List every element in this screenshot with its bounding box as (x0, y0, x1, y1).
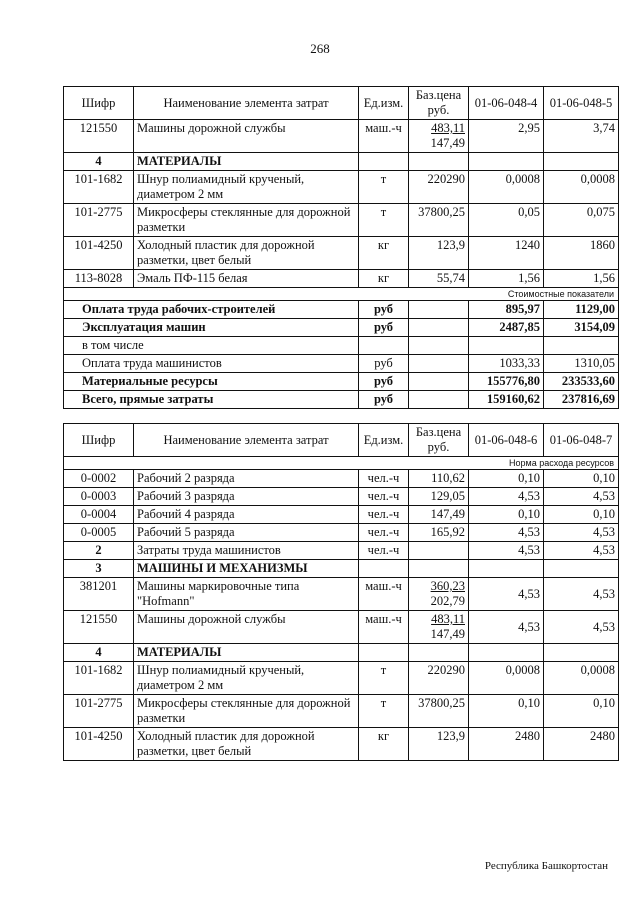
row-name: Шнур полиамидный крученый, диаметром 2 мм (134, 171, 359, 204)
row-name: Холодный пластик для дорожной разметки, цвет белый (134, 728, 359, 761)
row-name: Рабочий 5 разряда (134, 524, 359, 542)
row-unit: т (359, 171, 409, 204)
row-value-b: 0,10 (544, 470, 619, 488)
summary-unit: руб (359, 391, 409, 409)
table-row (64, 728, 619, 761)
header-name: Наименование элемента затрат (134, 87, 359, 120)
group-title: МАШИНЫ И МЕХАНИЗМЫ (134, 560, 359, 578)
summary-unit: руб (359, 355, 409, 373)
row-code: 0-0002 (64, 470, 134, 488)
summary-value-b: 237816,69 (544, 391, 619, 409)
row-code: 101-1682 (64, 171, 134, 204)
summary-value-a: 895,97 (469, 301, 544, 319)
header-col-b: 01-06-048-5 (544, 87, 619, 120)
header-code: Шифр (64, 87, 134, 120)
row-unit: чел.-ч (359, 542, 409, 560)
price-main: 483,11 (431, 121, 465, 135)
summary-name: Всего, прямые затраты (64, 391, 359, 409)
row-name: Рабочий 3 разряда (134, 488, 359, 506)
table-row (64, 470, 619, 488)
group-title: МАТЕРИАЛЫ (134, 644, 359, 662)
summary-row (64, 301, 619, 319)
row-value-b: 0,10 (544, 695, 619, 728)
row-unit: кг (359, 728, 409, 761)
summary-value-a: 1033,33 (469, 355, 544, 373)
summary-row (64, 319, 619, 337)
summary-value-a: 2487,85 (469, 319, 544, 337)
summary-row (64, 337, 619, 355)
estimate-table-1 (63, 86, 619, 409)
group-number: 4 (64, 644, 134, 662)
row-name: Рабочий 2 разряда (134, 470, 359, 488)
row-value-b: 3,74 (544, 120, 619, 153)
row-unit: кг (359, 237, 409, 270)
estimate-table-2 (63, 423, 619, 761)
row-unit: т (359, 662, 409, 695)
table-header-row (64, 424, 619, 457)
row-price: 37800,25 (409, 204, 469, 237)
header-name: Наименование элемента затрат (134, 424, 359, 457)
page-number: 268 (310, 41, 330, 56)
summary-name: Эксплуатация машин (64, 319, 359, 337)
table-row (64, 120, 619, 153)
table-row (64, 171, 619, 204)
table-row (64, 237, 619, 270)
row-value-a: 2480 (469, 728, 544, 761)
row-value-b: 1860 (544, 237, 619, 270)
row-value-a: 4,53 (469, 488, 544, 506)
summary-value-b: 3154,09 (544, 319, 619, 337)
row-name: Эмаль ПФ-115 белая (134, 270, 359, 288)
row-name: Холодный пластик для дорожной разметки, цвет белый (134, 237, 359, 270)
row-code: 0-0005 (64, 524, 134, 542)
row-name: Микросферы стеклянные для дорожной разметки (134, 204, 359, 237)
summary-value-a: 155776,80 (469, 373, 544, 391)
row-price: 165,92 (409, 524, 469, 542)
header-price: Баз.цена руб. (409, 424, 469, 457)
row-name: Микросферы стеклянные для дорожной разметки (134, 695, 359, 728)
table-row (64, 611, 619, 644)
row-value-a: 0,10 (469, 506, 544, 524)
summary-label: Стоимостные показатели (64, 288, 619, 301)
row-price: 123,9 (409, 728, 469, 761)
norm-label-row (64, 457, 619, 470)
row-unit: чел.-ч (359, 488, 409, 506)
table-header-row (64, 87, 619, 120)
row-code: 2 (64, 542, 134, 560)
row-value-a: 4,53 (469, 524, 544, 542)
table-row (64, 662, 619, 695)
row-price (409, 578, 469, 611)
table-row (64, 488, 619, 506)
row-price: 55,74 (409, 270, 469, 288)
row-name: Шнур полиамидный крученый, диаметром 2 мм (134, 662, 359, 695)
summary-name: Материальные ресурсы (64, 373, 359, 391)
row-value-b: 4,53 (544, 542, 619, 560)
row-price: 123,9 (409, 237, 469, 270)
row-price: 220290 (409, 171, 469, 204)
summary-row (64, 355, 619, 373)
row-code: 0-0003 (64, 488, 134, 506)
row-price: 147,49 (409, 506, 469, 524)
header-col-b: 01-06-048-7 (544, 424, 619, 457)
row-value-b: 4,53 (544, 524, 619, 542)
header-code: Шифр (64, 424, 134, 457)
row-unit: чел.-ч (359, 506, 409, 524)
summary-name: в том числе (64, 337, 359, 355)
row-code: 101-2775 (64, 695, 134, 728)
footer-region: Республика Башкортостан (484, 860, 608, 872)
row-unit: чел.-ч (359, 524, 409, 542)
row-value-b: 0,0008 (544, 662, 619, 695)
row-value-a: 0,10 (469, 695, 544, 728)
row-value-b: 4,53 (544, 488, 619, 506)
row-value-b: 2480 (544, 728, 619, 761)
row-unit: маш.-ч (359, 578, 409, 611)
row-unit: маш.-ч (359, 120, 409, 153)
price-operator: 147,49 (430, 136, 465, 150)
summary-label-row (64, 288, 619, 301)
row-value-b: 0,0008 (544, 171, 619, 204)
row-unit: т (359, 695, 409, 728)
row-price: 110,62 (409, 470, 469, 488)
row-value-a: 0,05 (469, 204, 544, 237)
table-row (64, 204, 619, 237)
row-unit: маш.-ч (359, 611, 409, 644)
row-value-b: 4,53 (544, 578, 619, 611)
group-number: 3 (64, 560, 134, 578)
summary-row (64, 391, 619, 409)
row-code: 101-4250 (64, 237, 134, 270)
header-unit: Ед.изм. (359, 87, 409, 120)
row-code: 121550 (64, 120, 134, 153)
group-row (64, 644, 619, 662)
table-row (64, 270, 619, 288)
row-code: 121550 (64, 611, 134, 644)
table-row (64, 695, 619, 728)
table-row (64, 524, 619, 542)
row-value-a: 4,53 (469, 542, 544, 560)
row-name: Машины дорожной службы (134, 120, 359, 153)
row-name: Затраты труда машинистов (134, 542, 359, 560)
row-price (409, 611, 469, 644)
price-main: 360,23 (430, 579, 465, 593)
header-unit: Ед.изм. (359, 424, 409, 457)
row-value-a: 4,53 (469, 578, 544, 611)
row-unit: т (359, 204, 409, 237)
row-value-a: 4,53 (469, 611, 544, 644)
row-unit: кг (359, 270, 409, 288)
group-number: 4 (64, 153, 134, 171)
price-operator: 202,79 (430, 594, 465, 608)
row-name: Машины дорожной службы (134, 611, 359, 644)
row-value-b: 1,56 (544, 270, 619, 288)
row-code: 0-0004 (64, 506, 134, 524)
summary-value-b: 1310,05 (544, 355, 619, 373)
summary-name: Оплата труда рабочих-строителей (64, 301, 359, 319)
row-unit: чел.-ч (359, 470, 409, 488)
row-value-a: 2,95 (469, 120, 544, 153)
summary-value-b: 233533,60 (544, 373, 619, 391)
price-operator: 147,49 (430, 627, 465, 641)
header-col-a: 01-06-048-6 (469, 424, 544, 457)
group-row (64, 560, 619, 578)
row-value-a: 0,0008 (469, 171, 544, 204)
group-title: МАТЕРИАЛЫ (134, 153, 359, 171)
row-name: Машины маркировочные типа "Hofmann" (134, 578, 359, 611)
row-code: 381201 (64, 578, 134, 611)
summary-unit: руб (359, 319, 409, 337)
row-code: 101-4250 (64, 728, 134, 761)
norm-label: Норма расхода ресурсов (64, 457, 619, 470)
operators-row (64, 542, 619, 560)
row-value-a: 0,0008 (469, 662, 544, 695)
row-price: 129,05 (409, 488, 469, 506)
summary-name: Оплата труда машинистов (64, 355, 359, 373)
summary-unit: руб (359, 373, 409, 391)
row-value-a: 0,10 (469, 470, 544, 488)
summary-value-a: 159160,62 (469, 391, 544, 409)
row-price: 220290 (409, 662, 469, 695)
row-value-a: 1240 (469, 237, 544, 270)
row-price: 37800,25 (409, 695, 469, 728)
row-value-b: 4,53 (544, 611, 619, 644)
price-main: 483,11 (431, 612, 465, 626)
header-col-a: 01-06-048-4 (469, 87, 544, 120)
row-value-b: 0,10 (544, 506, 619, 524)
row-name: Рабочий 4 разряда (134, 506, 359, 524)
summary-row (64, 373, 619, 391)
row-price (409, 120, 469, 153)
row-value-a: 1,56 (469, 270, 544, 288)
row-code: 101-2775 (64, 204, 134, 237)
row-value-b: 0,075 (544, 204, 619, 237)
summary-value-b: 1129,00 (544, 301, 619, 319)
row-code: 113-8028 (64, 270, 134, 288)
group-row (64, 153, 619, 171)
table-row (64, 578, 619, 611)
row-code: 101-1682 (64, 662, 134, 695)
summary-unit: руб (359, 301, 409, 319)
header-price: Баз.цена руб. (409, 87, 469, 120)
table-row (64, 506, 619, 524)
